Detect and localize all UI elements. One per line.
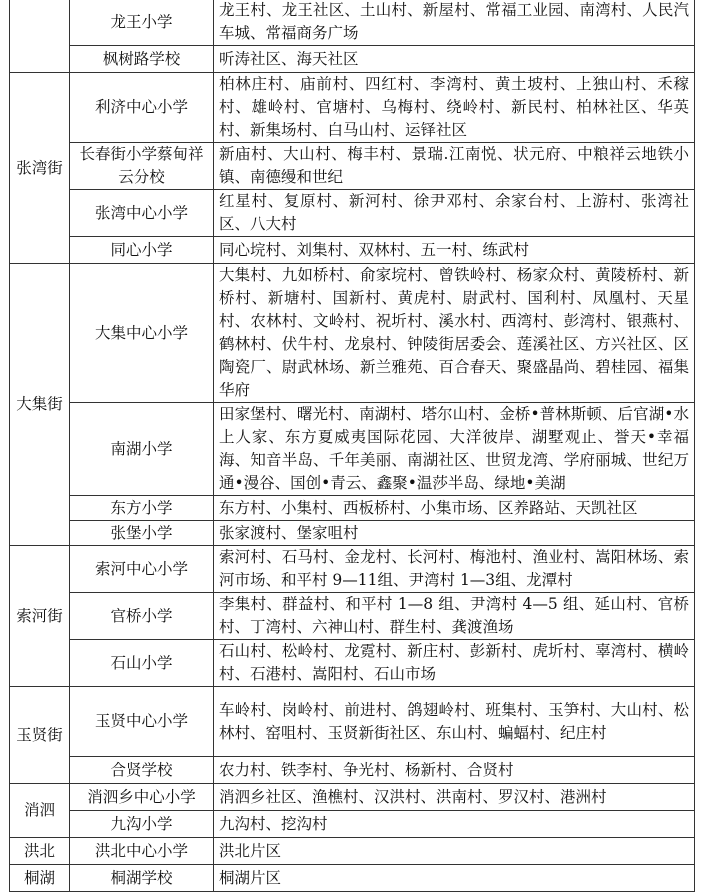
school-cell: 石山小学	[70, 640, 214, 687]
school-cell: 同心小学	[70, 237, 214, 264]
school-cell: 东方小学	[70, 496, 214, 521]
scope-cell: 农力村、铁李村、争光村、杨新村、合贤村	[214, 757, 695, 784]
scope-cell: 新庙村、大山村、梅丰村、景瑞.江南悦、状元府、中粮祥云地铁小镇、南德缦和世纪	[214, 143, 695, 190]
table-row	[10, 640, 695, 687]
table-row	[10, 190, 695, 237]
school-cell: 长春街小学蔡甸祥云分校	[70, 143, 214, 190]
table-row	[10, 0, 695, 46]
school-cell: 洪北中心小学	[70, 838, 214, 865]
school-cell: 枫树路学校	[70, 46, 214, 73]
school-cell: 索河中心小学	[70, 546, 214, 593]
school-cell: 合贤学校	[70, 757, 214, 784]
area-cell: 桐湖	[10, 865, 70, 892]
table-row	[10, 784, 695, 811]
table-row	[10, 687, 695, 757]
school-district-table	[9, 0, 695, 892]
scope-cell: 同心垸村、刘集村、双林村、五一村、练武村	[214, 237, 695, 264]
table-row	[10, 73, 695, 143]
scope-cell: 九沟村、挖沟村	[214, 811, 695, 838]
table-row	[10, 496, 695, 521]
scope-cell: 张家渡村、堡家咀村	[214, 521, 695, 546]
area-cell: 玉贤街	[10, 687, 70, 784]
table-row	[10, 865, 695, 892]
table-row	[10, 264, 695, 403]
school-cell: 九沟小学	[70, 811, 214, 838]
table-row	[10, 811, 695, 838]
area-cell: 消泗	[10, 784, 70, 838]
scope-cell: 龙王村、龙王社区、土山村、新屋村、常福工业园、南湾村、人民汽车城、常福商务广场	[214, 0, 695, 46]
scope-cell: 洪北片区	[214, 838, 695, 865]
school-cell: 桐湖学校	[70, 865, 214, 892]
scope-cell: 桐湖片区	[214, 865, 695, 892]
scope-cell: 东方村、小集村、西板桥村、小集市场、区养路站、天凯社区	[214, 496, 695, 521]
school-cell: 官桥小学	[70, 593, 214, 640]
scope-cell: 听涛社区、海天社区	[214, 46, 695, 73]
school-cell: 张堡小学	[70, 521, 214, 546]
school-cell: 玉贤中心小学	[70, 687, 214, 757]
table-row	[10, 838, 695, 865]
area-cell	[10, 0, 70, 73]
area-cell: 索河街	[10, 546, 70, 687]
table-row	[10, 546, 695, 593]
table-row	[10, 593, 695, 640]
scope-cell: 柏林庄村、庙前村、四红村、李湾村、黄土坡村、上独山村、禾稼村、雄岭村、官塘村、乌梅村、绕岭村、新民村、柏林社区、华英村、新集场村、白马山村、运铎社区	[214, 73, 695, 143]
table-row	[10, 237, 695, 264]
table-row	[10, 757, 695, 784]
table-row	[10, 46, 695, 73]
table-row	[10, 143, 695, 190]
area-cell: 张湾街	[10, 73, 70, 264]
table-row	[10, 521, 695, 546]
school-cell: 利济中心小学	[70, 73, 214, 143]
school-cell: 张湾中心小学	[70, 190, 214, 237]
area-cell: 洪北	[10, 838, 70, 865]
school-cell: 大集中心小学	[70, 264, 214, 403]
scope-cell: 红星村、复原村、新河村、徐尹邓村、余家台村、上游村、张湾社区、八大村	[214, 190, 695, 237]
school-cell: 消泗乡中心小学	[70, 784, 214, 811]
scope-cell: 大集村、九如桥村、俞家垸村、曾铁岭村、杨家众村、黄陵桥村、新桥村、新塘村、国新村、黄虎村、尉武村、国利村、凤凰村、天星村、农林村、文岭村、祝圻村、溪水村、西湾村、彭湾村、银燕村、鹤林村、伏牛村、龙泉村、钟陵街居委会、莲溪社区、方兴社区、区陶瓷厂、尉武林场、新兰雅苑、百合春天、聚盛晶尚、碧桂园、福集华府	[214, 264, 695, 403]
school-cell: 龙王小学	[70, 0, 214, 46]
table-row	[10, 403, 695, 496]
scope-cell: 石山村、松岭村、龙霓村、新庄村、彭新村、虎圻村、辜湾村、横岭村、石港村、嵩阳村、石山市场	[214, 640, 695, 687]
scope-cell: 李集村、群益村、和平村 1—8 组、尹湾村 4—5 组、延山村、官桥村、丁湾村、六神山村、群生村、龚渡渔场	[214, 593, 695, 640]
scope-cell: 消泗乡社区、渔樵村、汉洪村、洪南村、罗汉村、港洲村	[214, 784, 695, 811]
scope-cell: 车岭村、岗岭村、前进村、鸽翅岭村、班集村、玉笋村、大山村、松林村、窑咀村、玉贤新街社区、东山村、蝙蝠村、纪庄村	[214, 687, 695, 757]
scope-cell: 索河村、石马村、金龙村、长河村、梅池村、渔业村、嵩阳林场、索河市场、和平村 9—11组、尹湾村 1—3组、龙潭村	[214, 546, 695, 593]
area-cell: 大集街	[10, 264, 70, 546]
scope-cell: 田家堡村、曙光村、南湖村、塔尔山村、金桥•普林斯顿、后官湖•水上人家、东方夏威夷国际花园、大洋彼岸、湖墅观止、誉天•幸福海、知音半岛、千年美丽、南湖社区、世贸龙湾、学府丽城、世纪万通•漫谷、国创•青云、鑫聚•温莎半岛、绿地•美湖	[214, 403, 695, 496]
school-cell: 南湖小学	[70, 403, 214, 496]
